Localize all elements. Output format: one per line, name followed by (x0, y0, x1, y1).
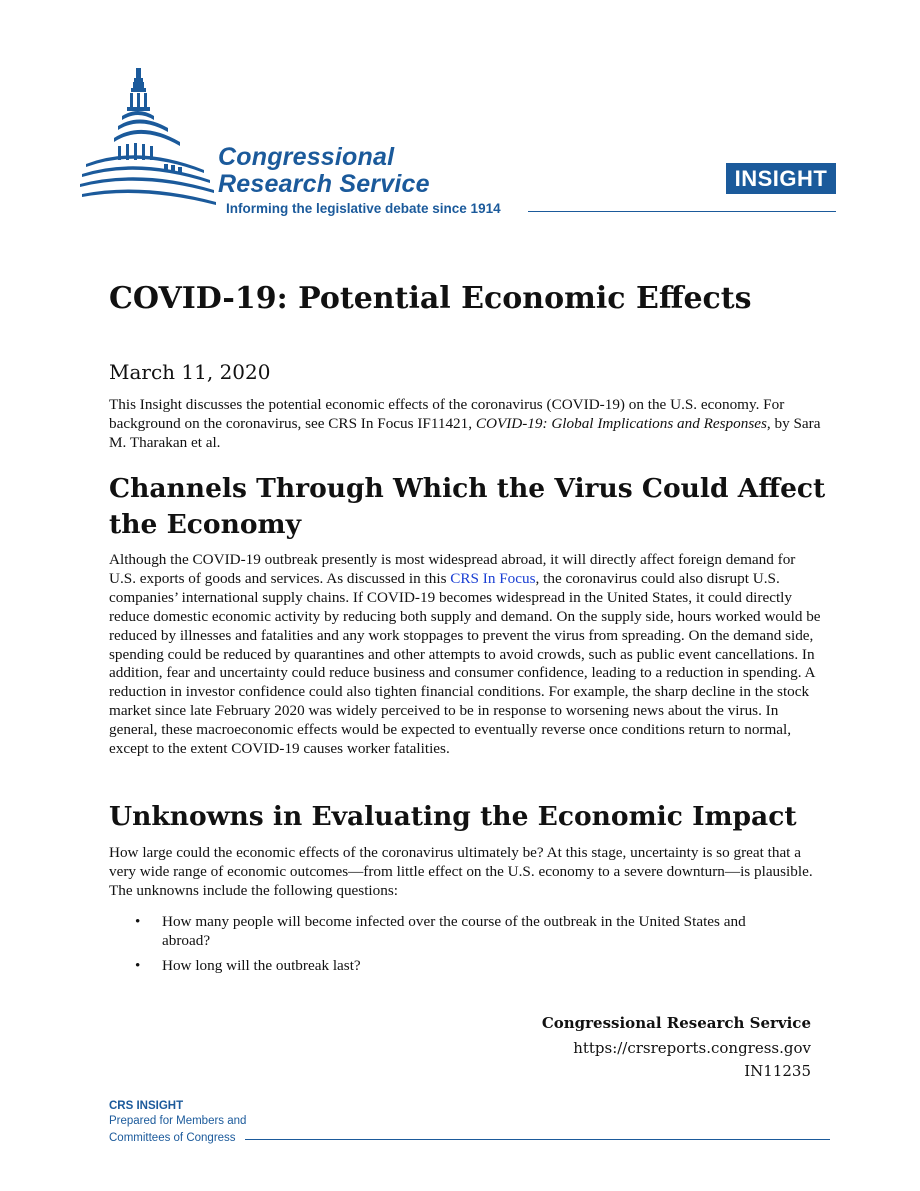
channels-paragraph (109, 551, 821, 759)
crs-capitol-dome-logo-icon (78, 66, 218, 216)
intro-italic-title: COVID-19: Global Implications and Responses (475, 414, 767, 432)
bullet-icon: • (135, 957, 141, 974)
org-name-line1: Congressional (218, 143, 395, 171)
document-date: March 11, 2020 (109, 360, 271, 384)
footer-org-name: Congressional Research Service (541, 1014, 811, 1032)
footer-prepared-line2: Committees of Congress (109, 1132, 236, 1144)
footer-report-id: IN11235 (744, 1062, 811, 1080)
unknowns-paragraph: How large could the economic effects of the coronavirus ultimately be? At this stage, uncertainty is so great that a very wide range of economic outcomes—from little effect on the U.S. economy to a severe downturn—is plausible. The unknowns include the following questions: (109, 844, 813, 899)
footer-divider (245, 1139, 830, 1140)
footer-series-label: CRS INSIGHT (109, 1100, 184, 1112)
list-item (135, 956, 785, 976)
crs-in-focus-link[interactable]: CRS In Focus (450, 569, 536, 587)
footer-url-link[interactable]: https://crsreports.congress.gov (573, 1039, 811, 1057)
intro-text-2: , by Sara M. Tharakan et al. (109, 414, 821, 451)
org-tagline: Informing the legislative debate since 1914 (226, 201, 501, 216)
document-title: COVID-19: Potential Economic Effects (109, 281, 752, 316)
insight-badge: INSIGHT (726, 163, 836, 194)
org-name-line2: Research Service (218, 170, 430, 198)
channels-text-2: , the coronavirus could also disrupt U.S. companies’ international supply chains. If COVID-19 becomes widespread in the United States, it could directly reduce domestic economic activity by reducing both supply and demand. On the supply side, hours worked would be reduced by illnesses and fatalities and any work stoppages to prevent the virus from spreading. On the demand side, spending could be reduced by quarantines and other attempts to avoid crowds, such as public event cancellations. In addition, fear and uncertainty could reduce business and consumer confidence, leading to a reduction in spending. A reduction in investor confidence could also tighten financial conditions. For example, the sharp decline in the stock market since late February 2020 was widely perceived to be in response to worsening news about the virus. In general, these macroeconomic effects would be expected to eventually reverse once conditions return to normal, except to the extent COVID-19 causes worker fatalities. (109, 569, 821, 758)
footer-prepared-line1: Prepared for Members and (109, 1115, 247, 1127)
channels-text-1: Although the COVID-19 outbreak presently is most widespread abroad, it will directly affect foreign demand for U.S. exports of goods and services. As discussed in this (109, 551, 796, 587)
list-item-text: How many people will become infected over the course of the outbreak in the United States and abroad? (162, 913, 746, 949)
list-item (135, 912, 785, 952)
bullet-icon: • (135, 913, 141, 930)
list-item-text: How long will the outbreak last? (162, 957, 361, 974)
intro-paragraph (109, 396, 821, 453)
section-heading-channels: Channels Through Which the Virus Could Affect the Economy (109, 473, 826, 540)
intro-text-1: This Insight discusses the potential economic effects of the coronavirus (COVID-19) on the U.S. economy. For background on the coronavirus, see CRS In Focus IF11421, (109, 396, 785, 432)
section-heading-unknowns: Unknowns in Evaluating the Economic Impact (109, 801, 797, 832)
tagline-divider (528, 211, 836, 212)
